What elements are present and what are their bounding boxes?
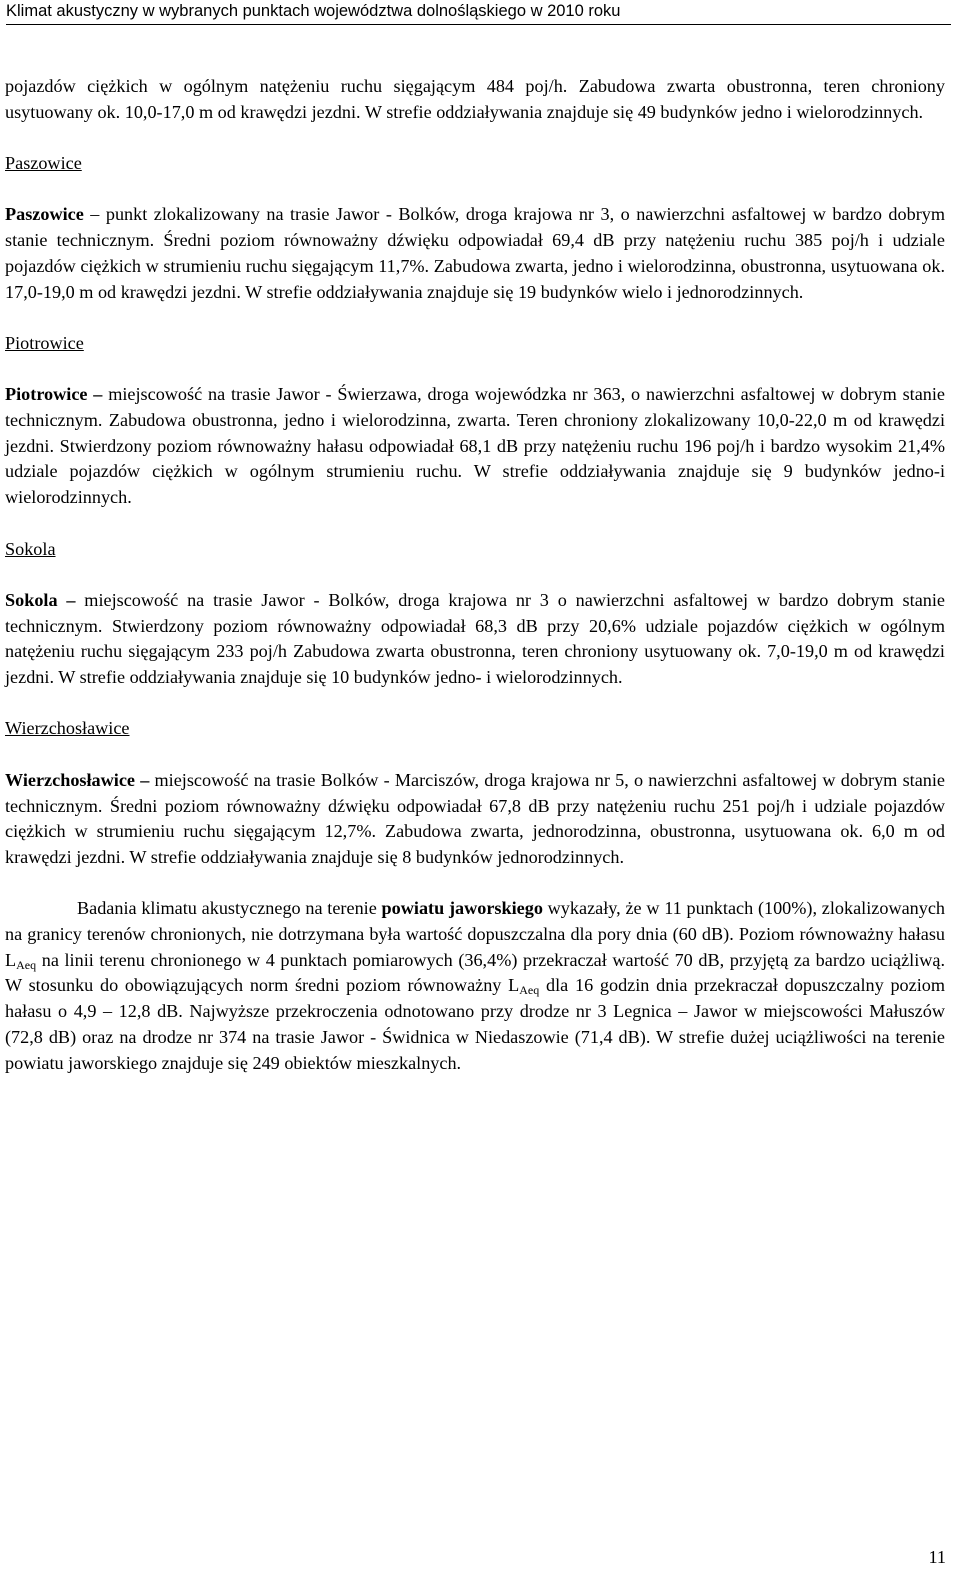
- section-lead-sokola: Sokola –: [5, 589, 76, 610]
- document-title: Klimat akustyczny w wybranych punktach województwa dolnośląskiego w 2010 roku: [6, 2, 621, 20]
- summary-bold-county: powiatu jaworskiego: [381, 898, 543, 919]
- summary-part-4: dla 16 godzin dnia przekraczał dopuszczalny poziom hałasu o 4,9 – 12,8 dB. Najwyższe przekroczenia odnotowano przy drodze nr 3 Legnica – Jawor w miejscowości Małuszów (72,8 dB) oraz na drodze nr 374 na trasie Jawor - Świdnica w Niedaszowie (71,4 dB). W strefie dużej uciążliwości na terenie powiatu jaworskiego znajduje się 249 obiektów mieszkalnych.: [5, 975, 946, 1073]
- section-paragraph-wierzchoslawice: [5, 768, 945, 871]
- summary-part-3: na linii terenu chronionego w 4 punktach pomiarowych (36,4%) przekraczał wartość 70 dB, przyjętą za bardzo uciążliwą. W stosunku do obowiązujących norm średni poziom równoważny L: [5, 949, 945, 996]
- section-paragraph-piotrowice: [5, 382, 945, 511]
- summary-part-1: Badania klimatu akustycznego na terenie: [77, 898, 382, 919]
- section-lead-wierzchoslawice: Wierzchosławice –: [5, 769, 150, 790]
- summary-part-2: wykazały, że w 11 punktach (100%), zlokalizowanych na granicy terenów chronionych, nie dotrzymana była wartość dopuszczalna dla pory dnia (60 dB). Poziom równoważny hałasu L: [5, 898, 945, 970]
- section-text-paszowice: – punkt zlokalizowany na trasie Jawor - Bolków, droga krajowa nr 3, o nawierzchni asfaltowej w bardzo dobrym stanie technicznym. Średni poziom równoważny dźwięku odpowiadał 69,4 dB przy natężeniu ruchu 385 poj/h i udziale pojazdów ciężkich w strumieniu ruchu sięgającym 11,7%. Zabudowa zwarta, jedno i wielorodzinna, obustronna, usytuowana ok. 17,0-19,0 m od krawędzi jezdni. W strefie oddziaływania znajduje się 19 budynków wielo i jednorodzinnych.: [5, 204, 945, 302]
- section-text-sokola: miejscowość na trasie Jawor - Bolków, droga krajowa nr 3 o nawierzchni asfaltowej w bardzo dobrym stanie technicznym. Stwierdzony poziom równoważny odpowiadał 68,3 dB przy 20,6% udziale pojazdów ciężkich w ogólnym natężeniu ruchu sięgającym 233 poj/h Zabudowa zwarta obustronna, teren chroniony usytuowany ok. 7,0-19,0 m od krawędzi jezdni. W strefie oddziaływania znajduje się 10 budynków jedno- i wielorodzinnych.: [5, 589, 945, 688]
- intro-paragraph: pojazdów ciężkich w ogólnym natężeniu ruchu sięgającym 484 poj/h. Zabudowa zwarta obustronna, teren chroniony usytuowany ok. 10,0-17,0 m od krawędzi jezdni. W strefie oddziaływania znajduje się 49 budynków jedno i wielorodzinnych.: [5, 76, 945, 122]
- section-paragraph-paszowice: [5, 202, 945, 305]
- page-number: 11: [928, 1547, 946, 1567]
- section-text-wierzchoslawice: miejscowość na trasie Bolków - Marciszów, droga krajowa nr 5, o nawierzchni asfaltowej w dobrym stanie technicznym. Średni poziom równoważny dźwięku odpowiadał 67,8 dB przy natężeniu ruchu 251 poj/h i udziale pojazdów ciężkich w strumieniu ruchu sięgającym 12,7%. Zabudowa zwarta, jednorodzinna, obustronna, usytuowana ok. 6,0 m od krawędzi jezdni. W strefie oddziaływania znajduje się 8 budynków jednorodzinnych.: [5, 769, 945, 867]
- summary-paragraph: [5, 896, 945, 1076]
- running-header: [6, 0, 951, 25]
- section-heading-paszowice: Paszowice: [5, 153, 82, 174]
- section-heading-piotrowice: Piotrowice: [5, 332, 84, 353]
- section-text-piotrowice: miejscowość na trasie Jawor - Świerzawa, droga wojewódzka nr 363, o nawierzchni asfaltowej w dobrym stanie technicznym. Zabudowa obustronna, jedno i wielorodzinna, zwarta. Teren chroniony zlokalizowany 10,0-22,0 m od krawędzi jezdni. Stwierdzony poziom równoważny hałasu odpowiadał 68,1 dB przy natężeniu ruchu 196 poj/h i bardzo wysokim 21,4% udziale pojazdów ciężkich w ogólnym strumieniu ruchu. W strefie oddziaływania znajduje się 9 budynków jedno-i wielorodzinnych.: [5, 384, 946, 508]
- summary-subscript-1: Aeq: [16, 957, 37, 972]
- section-lead-paszowice: Paszowice: [5, 204, 84, 225]
- section-lead-piotrowice: Piotrowice –: [5, 384, 103, 405]
- page-content: [5, 74, 945, 1076]
- section-paragraph-sokola: [5, 588, 945, 691]
- section-heading-sokola: Sokola: [5, 538, 56, 559]
- summary-subscript-2: Aeq: [519, 983, 540, 998]
- section-heading-wierzchoslawice: Wierzchosławice: [5, 718, 130, 739]
